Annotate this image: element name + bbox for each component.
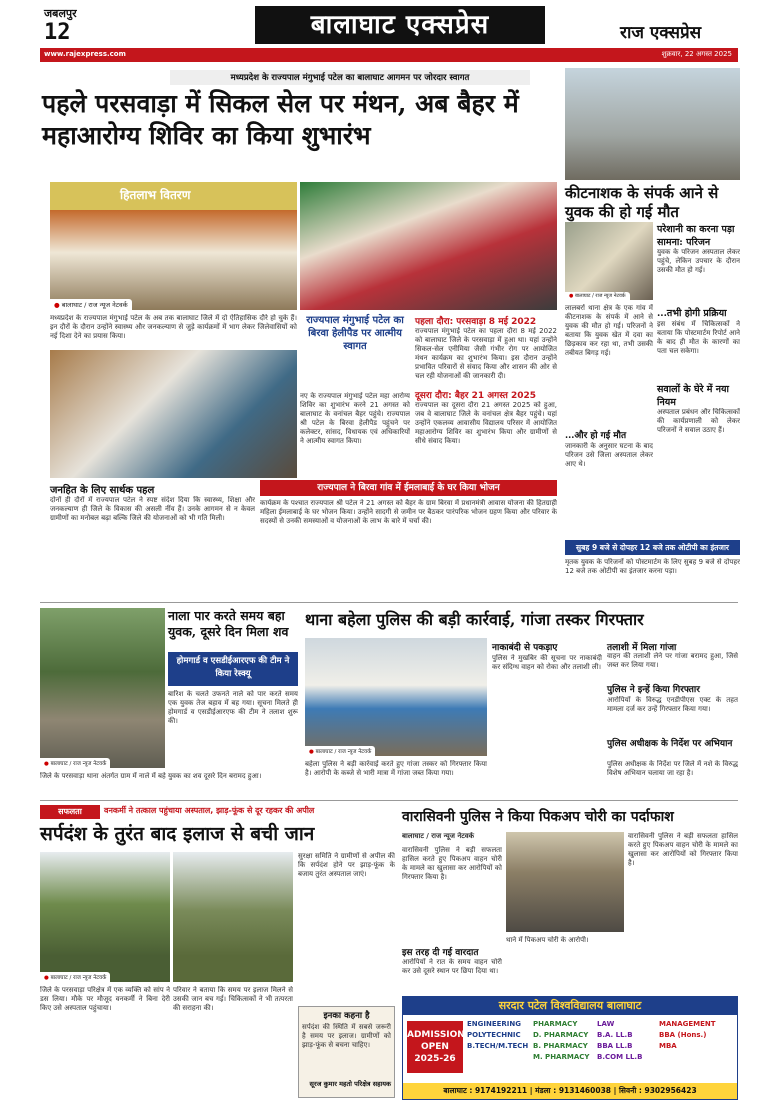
snake-photo-2	[173, 852, 293, 982]
side-notice-body: मृतक युवक के परिजनों को पोस्टमार्टम के लिए सुबह 9 बजे से दोपहर 12 बजे तक ओटीपी का इंतजार करना पड़ा।	[565, 558, 740, 575]
flood-sub: होमगार्ड व एसडीईआरएफ की टीम ने किया रेस्क्यू	[168, 652, 298, 686]
side-photo	[565, 68, 740, 180]
sub1-body: दोनों ही दौरों में राज्यपाल पटेल ने स्पष्ट संदेश दिया कि स्वास्थ्य, शिक्षा और जनकल्याण ही जिले के विकास की असली नींव हैं। उनके आगमन से न केवल ग्रामीणों का मनोबल बढ़ा बल्कि जिले की योजनाओं को भी गति मिली।	[50, 496, 255, 522]
lead-photo-3	[50, 350, 297, 478]
police-h2: तलाशी में मिला गांजा	[607, 643, 677, 653]
ad-law: LAW B.A. LL.B BBA LL.B B.COM LL.B	[597, 1020, 643, 1061]
police-b3: आरोपियों के विरुद्ध एनडीपीएस एक्ट के तहत मामला दर्ज कर उन्हें गिरफ्तार किया गया।	[607, 696, 738, 713]
police-h3: पुलिस ने इन्हें किया गिरफ्तार	[607, 685, 700, 695]
side-b2: इस संबंध में चिकित्सकों ने बताया कि पोस्टमार्टम रिपोर्ट आने के बाद ही मौत के कारणों का पता चल सकेगा।	[657, 320, 740, 355]
flood-photo	[40, 608, 165, 768]
snake-photo-1	[40, 852, 170, 982]
theft-headline: वारासिवनी पुलिस ने किया पिकअप चोरी का पर्दाफाश	[402, 809, 674, 825]
divider	[40, 602, 738, 603]
theft-caption: बालाघाट / राज न्यूज नेटवर्क	[402, 832, 475, 840]
snake-kicker: वनकर्मी ने तत्काल पहुंचाया अस्पताल, झाड़-फूंक से दूर रहकर की अपील	[104, 806, 315, 815]
side-h4: सवालों के घेरे में नया नियम	[657, 384, 730, 408]
ad-title: सरदार पटेल विश्वविद्यालय बालाघाट	[403, 997, 737, 1015]
police-h1: नाकाबंदी से पकड़ाए	[492, 643, 558, 653]
brand-name: राज एक्सप्रेस	[620, 23, 702, 43]
theft-sub: इस तरह दी गई वारदात	[402, 948, 479, 958]
snake-caption: ● बालाघाट / राज न्यूज नेटवर्क	[40, 972, 110, 982]
masthead-bar	[40, 48, 738, 62]
photo-caption: ● बालाघाट / राज न्यूज नेटवर्क	[50, 299, 132, 310]
box-body: सर्पदंश की स्थिति में सबसे जरूरी है समय पर इलाज। ग्रामीणों को झाड़-फूंक से बचना चाहिए।	[302, 1023, 391, 1049]
visit2-title: दूसरा दौरा: बैहर 21 अगस्त 2025	[415, 391, 537, 401]
theft-body-2: वारासिवनी पुलिस ने बड़ी सफलता हासिल करते हुए पिकअप वाहन चोरी के मामले का खुलासा कर आरोपियों को गिरफ्तार किया है।	[628, 832, 738, 867]
ad-management: MANAGEMENT BBA (Hons.) MBA	[659, 1020, 716, 1050]
theft-sub-body: आरोपियों ने रात के समय वाहन चोरी कर उसे दूसरे स्थान पर छिपा दिया था।	[402, 958, 502, 975]
visit1-body: राज्यपाल मंगुभाई पटेल का पहला दौरा 8 मई 2022 को बालाघाट जिले के परसवाड़ा में हुआ था। यहां उन्होंने सिकल-सेल एनीमिया जैसी गंभीर रोग पर आयोजित मंथन कार्यक्रम का शुभारंभ किया। इस दौरान उन्होंने प्रभावित परिवारों से संवाद किया और शासन की ओर से चल रही योजनाओं की जानकारी दी।	[415, 327, 557, 380]
university-ad[interactable]	[402, 996, 738, 1100]
box-author: सूरज कुमार महतो परिक्षेत्र सहायक	[309, 1080, 391, 1088]
snake-body1: जिले के परसवाड़ा परिक्षेत्र में एक व्यक्ति को सांप ने डस लिया। मौके पर मौजूद वनकर्मी ने बिना देरी किए उसे अस्पताल पहुंचाया।	[40, 986, 170, 1012]
sub1-title: जनहित के लिए सार्थक पहल	[50, 485, 155, 496]
ad-phones[interactable]: बालाघाट : 9174192211 | मंडला : 9131460038 | सिवनी : 9302956423	[403, 1083, 737, 1099]
page-number: 12	[44, 20, 71, 45]
lead-photo-2	[300, 182, 557, 310]
city-label: जबलपुर	[44, 7, 77, 20]
lead-quote: राज्यपाल मंगुभाई पटेल का बिरवा हेलीपैड पर आत्मीय स्वागत	[306, 315, 404, 352]
police-caption: ● बालाघाट / राज न्यूज नेटवर्क	[305, 746, 375, 756]
theft-photo	[506, 832, 624, 932]
side-h1: परेशानी का करना पड़ा सामना: परिजन	[657, 224, 735, 248]
website[interactable]: www.rajexpress.com	[44, 50, 126, 58]
snake-kicker-label: सफलता	[40, 805, 100, 819]
police-headline: थाना बहेला पुलिस की बड़ी कार्रवाई, गांजा तस्कर गिरफ्तार	[305, 610, 644, 629]
sub2-title: राज्यपाल ने बिरवा गांव में ईमलाबाई के घर किया भोजन	[260, 480, 557, 496]
issue-date: शुक्रवार, 22 अगस्त 2025	[661, 50, 732, 58]
side-body: लालबर्रा थाना क्षेत्र के एक गांव में कीटनाशक के संपर्क में आने से युवक की मौत हो गई। परिजनों ने बताया कि युवक खेत में दवा का छिड़काव कर रहा था, तभी उसकी तबीयत बिगड़ गई।	[565, 304, 653, 357]
flood-caption: ● बालाघाट / राज न्यूज नेटवर्क	[40, 758, 110, 768]
box-title: इनका कहना है	[323, 1011, 370, 1021]
masthead-title: बालाघाट एक्सप्रेस	[255, 6, 545, 44]
snake-body2: परिवार ने बताया कि समय पर इलाज मिलने से उसकी जान बच गई। चिकित्सकों ने भी तत्परता की सराहना की।	[173, 986, 293, 1012]
flood-headline: नाला पार करते समय बहा युवक, दूसरे दिन मिला शव	[168, 608, 289, 639]
side-caption: ● बालाघाट / राज न्यूज नेटवर्क	[565, 292, 630, 300]
visit2-body: राज्यपाल का दूसरा दौरा 21 अगस्त 2025 को हुआ, जब वे बालाघाट जिले के वनांचल क्षेत्र बैहर पहुंचे। यहां उन्होंने एकलव्य आवासीय विद्यालय परिसर में आयोजित महाआरोग्य शिविर का शुभारंभ किया और ग्रामीणों से सीधे संवाद किया।	[415, 401, 557, 445]
lead-kicker: मध्यप्रदेश के राज्यपाल मंगुभाई पटेल का बालाघाट आगमन पर जोरदार स्वागत	[170, 70, 530, 85]
side-h3: ...और हो गई मौत	[565, 431, 627, 441]
visit1-title: पहला दौरा: परसवाड़ा 8 मई 2022	[415, 317, 537, 327]
flood-photo-caption: जिले के परसवाड़ा थाना अंतर्गत ग्राम में नाले में बहे युवक का शव दूसरे दिन बरामद हुआ।	[40, 772, 262, 780]
lead-intro: मध्यप्रदेश के राज्यपाल मंगुभाई पटेल के अब तक बालाघाट जिले में दो ऐतिहासिक दौरे हो चुके हैं। इन दौरों के दौरान उन्होंने स्वास्थ्य और जनकल्याण से जुड़े कार्यक्रमों में भाग लेकर जिलेवासियों को नई दिशा देने का प्रयास किया।	[50, 314, 297, 340]
side-notice-title: सुबह 9 बजे से दोपहर 12 बजे तक ओटीपी का इंतजार	[565, 540, 740, 555]
police-b2: वाहन की तलाशी लेने पर गांजा बरामद हुआ, जिसे जब्त कर लिया गया।	[607, 652, 738, 669]
lead-photo-1	[50, 182, 297, 310]
theft-body: वारासिवनी पुलिस ने बड़ी सफलता हासिल करते हुए पिकअप वाहन चोरी के मामले का खुलासा कर आरोपियों को गिरफ्तार किया है।	[402, 846, 502, 881]
police-photo	[305, 638, 487, 756]
side-b4: अस्पताल प्रबंधन और चिकित्सकों की कार्यप्रणाली को लेकर परिजनों ने सवाल उठाए हैं।	[657, 408, 740, 434]
side-headline: कीटनाशक के संपर्क आने से युवक की हो गई मौत	[565, 184, 719, 221]
flood-body: बारिश के चलते उफनते नाले को पार करते समय एक युवक तेज बहाव में बह गया। सूचना मिलते ही होमगार्ड व एसडीईआरएफ की टीम ने तलाश शुरू की।	[168, 690, 298, 725]
lead-quote-body: नए के राज्यपाल मंगुभाई पटेल महा आरोग्य शिविर का शुभारंभ करने 21 अगस्त को बालाघाट के वनांचल बैहर पहुंचे। राज्यपाल श्री पटेल के बिरवा हेलीपैड पहुंचने पर कलेक्टर, सांसद, विधायक एवं अधिकारियों ने आत्मीय स्वागत किया।	[300, 392, 410, 445]
divider-2	[40, 800, 738, 801]
theft-photo-caption: थाने में पिकअप चोरी के आरोपी।	[506, 936, 589, 944]
side-photo-2	[565, 222, 653, 300]
police-body: बहेला पुलिस ने बड़ी कार्रवाई करते हुए गांजा तस्कर को गिरफ्तार किया है। आरोपी के कब्जे से भारी मात्रा में गांजा जब्त किया गया।	[305, 760, 487, 777]
ad-pharmacy: PHARMACY D. PHARMACY B. PHARMACY M. PHARMACY	[533, 1020, 590, 1061]
snake-headline: सर्पदंश के तुरंत बाद इलाज से बची जान	[40, 823, 315, 845]
side-h2: ...तभी होगी प्रक्रिया	[657, 308, 727, 319]
ad-admission: ADMISSIONS OPEN 2025-26	[407, 1021, 463, 1073]
police-h4: पुलिस अधीक्षक के निर्देश पर अभियान	[607, 739, 733, 749]
sub2-body: कार्यक्रम के पश्चात राज्यपाल श्री पटेल ने 21 अगस्त को बैहर के ग्राम बिरवा में प्रधानमंत्री आवास योजना की हितग्राही महिला ईमलाबाई के घर भोजन किया। उन्होंने सादगी से जमीन पर बैठकर पारंपरिक भोजन ग्रहण किया और परिवार के सदस्यों से उनकी समस्याओं व योजनाओं के लाभ के बारे में चर्चा की।	[260, 499, 557, 525]
snake-quote-box	[298, 1006, 395, 1098]
police-b1: पुलिस ने मुखबिर की सूचना पर नाकाबंदी कर संदिग्ध वाहन को रोका और तलाशी ली।	[492, 654, 602, 671]
side-b1: युवक के परिजन अस्पताल लेकर पहुंचे, लेकिन उपचार के दौरान उसकी मौत हो गई।	[657, 248, 740, 274]
ad-eng: ENGINEERING POLYTECHNIC B.TECH/M.TECH	[467, 1020, 529, 1050]
side-b3: जानकारी के अनुसार घटना के बाद परिजन उसे जिला अस्पताल लेकर आए थे।	[565, 442, 653, 468]
lead-headline: पहले परसवाड़ा में सिकल सेल पर मंथन, अब बैहर में महाआरोग्य शिविर का किया शुभारंभ	[42, 89, 519, 150]
photo-banner: हितलाभ वितरण	[120, 188, 191, 202]
snake-body3: सुरक्षा समिति ने ग्रामीणों से अपील की कि सर्पदंश होने पर झाड़-फूंक के बजाय तुरंत अस्पताल जाएं।	[298, 852, 395, 878]
police-b4: पुलिस अधीक्षक के निर्देश पर जिले में नशे के विरुद्ध विशेष अभियान चलाया जा रहा है।	[607, 760, 738, 777]
